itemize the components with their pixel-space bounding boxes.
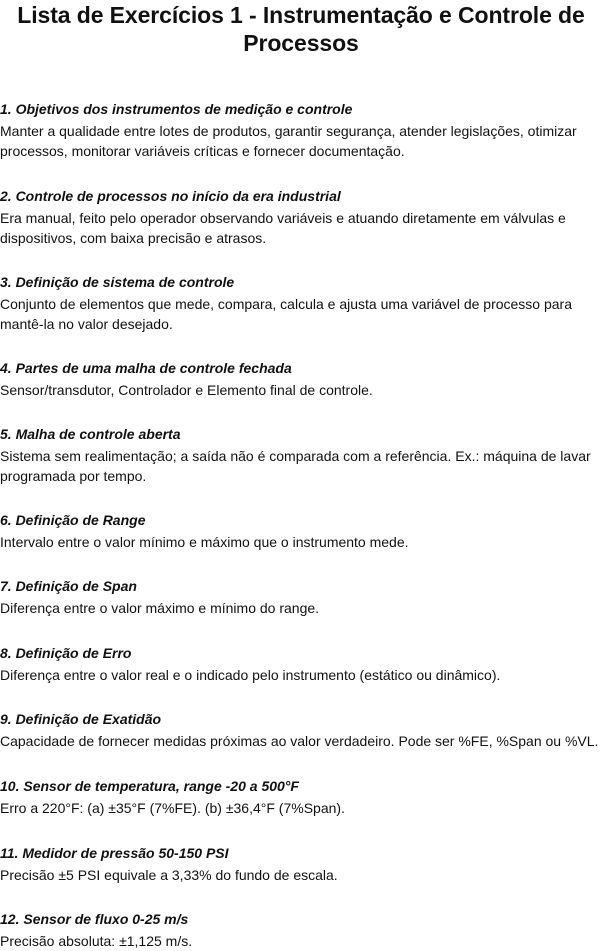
exercise-item-2: [0, 186, 600, 248]
exercise-item-8: [0, 643, 600, 685]
exercise-question: 9. Definição de Exatidão: [0, 711, 162, 727]
exercise-answer: Capacidade de fornecer medidas próximas ao valor verdadeiro. Pode ser %FE, %Span ou %VL.: [0, 733, 599, 749]
exercise-question: 1. Objetivos dos instrumentos de medição e controle: [0, 101, 353, 117]
exercise-question: 2. Controle de processos no início da era industrial: [0, 188, 341, 204]
exercise-answer: Intervalo entre o valor mínimo e máximo que o instrumento mede.: [0, 534, 409, 550]
exercise-answer: Conjunto de elementos que mede, compara, calcula e ajusta uma variável de processo para mantê-la no valor desejado.: [0, 296, 572, 332]
exercise-answer: Diferença entre o valor máximo e mínimo do range.: [0, 600, 320, 616]
exercise-answer: Era manual, feito pelo operador observando variáveis e atuando diretamente em válvulas e dispositivos, com baixa precisão e atrasos.: [0, 210, 566, 246]
exercise-question: 6. Definição de Range: [0, 512, 146, 528]
exercise-answer: Diferença entre o valor real e o indicado pelo instrumento (estático ou dinâmico).: [0, 667, 501, 683]
exercise-answer: Precisão absoluta: ±1,125 m/s.: [0, 933, 193, 949]
exercise-answer: Precisão ±5 PSI equivale a 3,33% do fundo de escala.: [0, 867, 338, 883]
exercise-item-11: [0, 843, 600, 885]
exercise-answer: Sistema sem realimentação; a saída não é comparada com a referência. Ex.: máquina de lavar programada por tempo.: [0, 448, 591, 484]
exercise-question: 10. Sensor de temperatura, range -20 a 500°F: [0, 778, 299, 794]
exercise-item-9: [0, 709, 600, 751]
document-title: Lista de Exercícios 1 - Instrumentação e Controle de Processos: [17, 2, 585, 56]
exercise-item-4: [0, 358, 600, 400]
exercise-question: 7. Definição de Span: [0, 578, 137, 594]
exercise-question: 5. Malha de controle aberta: [0, 426, 181, 442]
exercise-item-10: [0, 776, 600, 818]
exercise-answer: Sensor/transdutor, Controlador e Elemento final de controle.: [0, 382, 373, 398]
exercise-item-7: [0, 576, 600, 618]
exercise-item-6: [0, 510, 600, 552]
exercise-answer: Erro a 220°F: (a) ±35°F (7%FE). (b) ±36,4°F (7%Span).: [0, 800, 345, 816]
exercise-answer: Manter a qualidade entre lotes de produtos, garantir segurança, atender legislações, otimizar processos, monitorar variáveis críticas e fornecer documentação.: [0, 123, 577, 159]
exercise-question: 3. Definição de sistema de controle: [0, 274, 235, 290]
exercise-item-3: [0, 272, 600, 334]
exercise-item-5: [0, 424, 600, 486]
exercise-question: 8. Definição de Erro: [0, 645, 132, 661]
exercise-item-1: [0, 99, 600, 161]
exercise-item-12: [0, 909, 600, 951]
exercise-question: 12. Sensor de fluxo 0-25 m/s: [0, 911, 189, 927]
exercise-question: 4. Partes de uma malha de controle fechada: [0, 360, 292, 376]
exercise-question: 11. Medidor de pressão 50-150 PSI: [0, 845, 229, 861]
